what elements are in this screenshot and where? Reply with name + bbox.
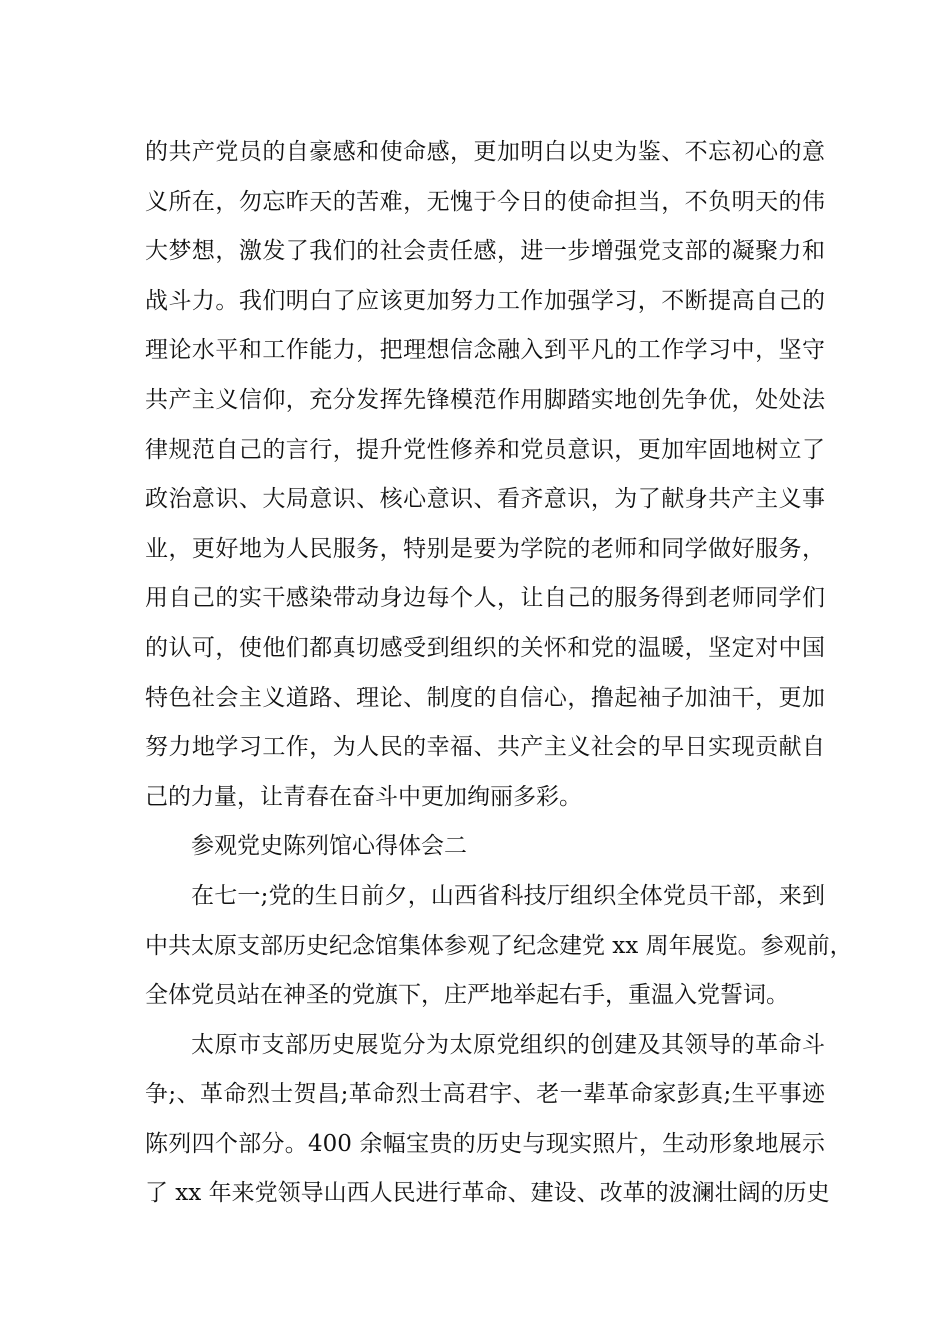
text-line: 在七一;党的生日前夕，山西省科技厅组织全体党员干部，来到	[191, 882, 825, 909]
text-line: 特色社会主义道路、理论、制度的自信心，撸起袖子加油干，更加	[145, 684, 825, 711]
text-line: 的共产党员的自豪感和使命感，更加明白以史为鉴、不忘初心的意	[145, 139, 825, 165]
document-body	[145, 128, 853, 1219]
text-line: 共产主义信仰，充分发挥先锋模范作用脚踏实地创先争优，处处法	[145, 386, 825, 413]
text-line: 己的力量，让青春在奋斗中更加绚丽多彩。	[145, 783, 582, 810]
text-line: 业，更好地为人民服务，特别是要为学院的老师和同学做好服务，	[145, 535, 825, 562]
text-line: 义所在，勿忘昨天的苦难，无愧于今日的使命担当，不负明天的伟	[145, 188, 825, 215]
text-line: 争;、革命烈士贺昌;革命烈士高君宇、老一辈革命家彭真;生平事迹	[145, 1081, 825, 1108]
text-line: 中共太原支部历史纪念馆集体参观了纪念建党 xx 周年展览。参观前，	[145, 932, 853, 959]
text-line: 律规范自己的言行，提升党性修养和党员意识，更加牢固地树立了	[145, 436, 825, 463]
text-line: 陈列四个部分。400 余幅宝贵的历史与现实照片，生动形象地展示	[145, 1130, 825, 1157]
text-line: 用自己的实干感染带动身边每个人，让自己的服务得到老师同学们	[145, 585, 825, 612]
text-line: 理论水平和工作能力，把理想信念融入到平凡的工作学习中，坚守	[145, 337, 825, 364]
text-line: 政治意识、大局意识、核心意识、看齐意识，为了献身共产主义事	[145, 486, 825, 513]
text-line: 的认可，使他们都真切感受到组织的关怀和党的温暖，坚定对中国	[145, 634, 825, 661]
text-line: 大梦想，激发了我们的社会责任感，进一步增强党支部的凝聚力和	[145, 238, 825, 265]
text-line: 努力地学习工作，为人民的幸福、共产主义社会的早日实现贡献自	[145, 734, 825, 761]
text-line: 全体党员站在神圣的党旗下，庄严地举起右手，重温入党誓词。	[145, 982, 789, 1009]
text-line: 太原市支部历史展览分为太原党组织的创建及其领导的革命斗	[191, 1031, 825, 1058]
text-line: 了 xx 年来党领导山西人民进行革命、建设、改革的波澜壮阔的历史	[145, 1180, 830, 1207]
section-heading: 参观党史陈列馆心得体会二	[191, 833, 467, 860]
text-line: 战斗力。我们明白了应该更加努力工作加强学习，不断提高自己的	[145, 287, 825, 314]
